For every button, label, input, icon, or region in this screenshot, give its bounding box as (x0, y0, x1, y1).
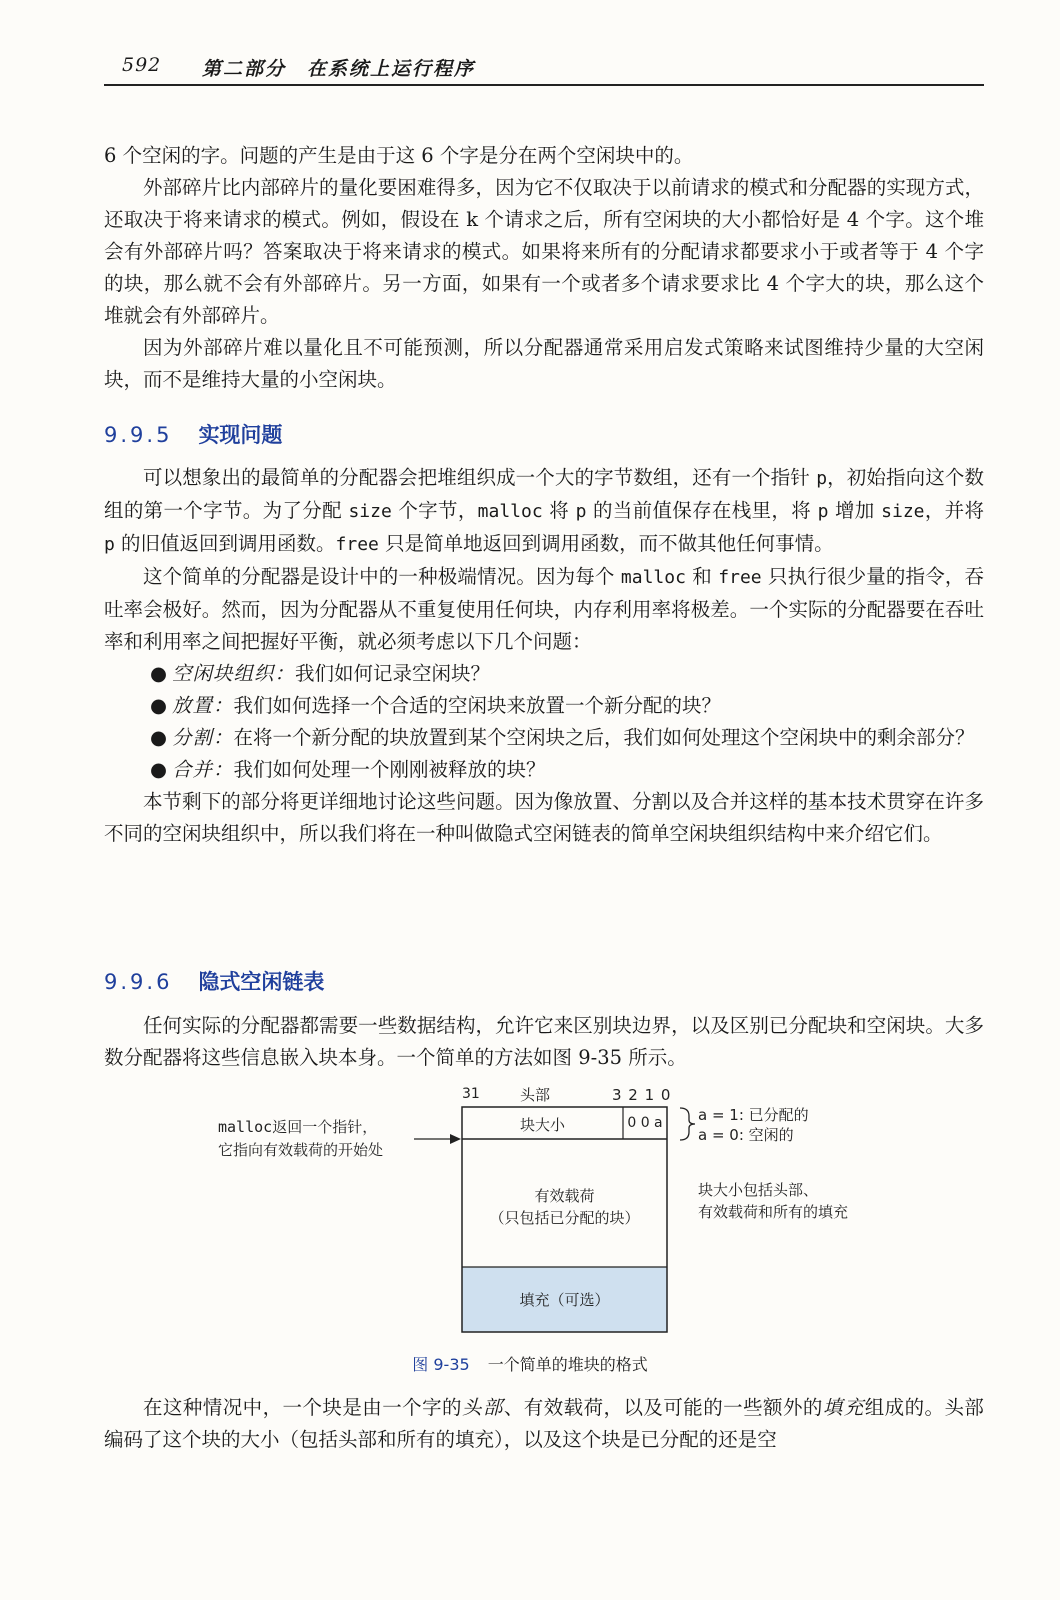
intro-paragraph-1: 6 个空闲的字。问题的产生是由于这 6 个字是分在两个空闲块中的。 (104, 144, 694, 167)
list-term: 合并： (172, 758, 234, 781)
section-9-9-5-paragraph-1: 可以想象出的最简单的分配器会把堆组织成一个大的字节数组，还有一个指针 p，初始指向这个数组的第一个字节。为了分配 size 个字节，malloc 将 p 的当前值保存在栈里，将 p 增加 size，并将 p 的旧值返回到调用函数。free 只是简单地返回到调用函数，而不做其他任何事情。 (104, 466, 984, 555)
bullet-icon: ● (150, 694, 168, 717)
closing-text (104, 1392, 984, 1456)
payload-label: 有效载荷 (534, 1187, 595, 1205)
list-text: 我们如何选择一个合适的空闲块来放置一个新分配的块？ (233, 694, 722, 717)
code-malloc: malloc (620, 567, 686, 588)
header-label: 头部 (520, 1086, 551, 1104)
payload-sublabel: （只包括已分配的块） (489, 1209, 640, 1227)
section-9-9-6-paragraph-1: 任何实际的分配器都需要一些数据结构，允许它来区别块边界，以及区别已分配块和空闲块。大多数分配器将这些信息嵌入块本身。一个简单的方法如图 9-35 所示。 (104, 1014, 984, 1069)
list-term: 分割： (172, 726, 234, 749)
closing-paragraph: 在这种情况中，一个块是由一个字的头部、有效载荷，以及可能的一些额外的填充组成的。头部编码了这个块的大小（包括头部和所有的填充），以及这个块是已分配的还是空 (104, 1396, 984, 1451)
malloc-note-line-2: 它指向有效载荷的开始处 (218, 1141, 384, 1159)
list-text: 在将一个新分配的块放置到某个空闲块之后，我们如何处理这个空闲块中的剩余部分？ (233, 726, 975, 749)
code-malloc: malloc (218, 1118, 273, 1136)
section-number: 9.9.5 (104, 423, 173, 447)
figure-number: 图 9-35 (412, 1355, 470, 1374)
bit-31-label: 31 (462, 1086, 480, 1102)
page-number: 592 (122, 54, 162, 76)
bullet-icon: ● (150, 758, 168, 781)
code-size: size (348, 501, 392, 522)
allocated-flag-note: a = 1: 已分配的 (698, 1106, 809, 1124)
code-free: free (718, 567, 762, 588)
figure-caption (0, 1352, 1060, 1375)
list-term: 放置： (172, 694, 234, 717)
flag-brace (680, 1108, 695, 1140)
code-p: p (817, 501, 829, 522)
code-p: p (575, 501, 587, 522)
list-term: 空闲块组织： (172, 662, 296, 685)
term-header: 头部 (462, 1396, 504, 1419)
block-size-field: 块大小 (519, 1116, 565, 1134)
section-title: 实现问题 (198, 423, 283, 447)
bullet-icon: ● (150, 726, 168, 749)
section-9-9-5-paragraph-2: 这个简单的分配器是设计中的一种极端情况。因为每个 malloc 和 free 只执行很少量的指令，吞吐率会极好。然而，因为分配器从不重复使用任何块，内存利用率将极差。一个实际的分配器要在吞吐率和利用率之间把握好平衡，就必须考虑以下几个问题： (104, 565, 984, 653)
section-9-9-5-paragraph-3: 本节剩下的部分将更详细地讨论这些问题。因为像放置、分割以及合并这样的基本技术贯穿在许多不同的空闲块组织中，所以我们将在一种叫做隐式空闲链表的简单空闲块组织结构中来介绍它们。 (104, 790, 984, 845)
code-malloc: malloc (477, 501, 543, 522)
padding-label: 填充（可选） (519, 1291, 610, 1309)
part-title: 第二部分 在系统上运行程序 (202, 58, 476, 80)
code-free: free (335, 534, 379, 555)
code-size: size (881, 501, 925, 522)
code-p: p (104, 534, 115, 555)
figure-caption-text: 一个简单的堆块的格式 (487, 1355, 648, 1374)
free-flag-note: a = 0: 空闲的 (698, 1126, 794, 1144)
code-p: p (816, 468, 828, 489)
list-text: 我们如何处理一个刚刚被释放的块？ (233, 758, 546, 781)
bit-low-labels: 3 2 1 0 (612, 1086, 672, 1104)
pointer-arrow-head (450, 1134, 461, 1144)
flag-bits-field: 0 0 a (627, 1115, 663, 1131)
bullet-icon: ● (150, 662, 168, 685)
block-size-note-line-2: 有效载荷和所有的填充 (698, 1203, 849, 1221)
intro-paragraph-2: 外部碎片比内部碎片的量化要困难得多，因为它不仅取决于以前请求的模式和分配器的实现方式，还取决于将来请求的模式。例如，假设在 k 个请求之后，所有空闲块的大小都恰好是 4 个字。这个堆会有外部碎片吗？答案取决于将来请求的模式。如果将来所有的分配请求都要求小于或者等于 4 个字的块，那么就不会有外部碎片。另一方面，如果有一个或者多个请求要求比 4 个字大的块，那么这个堆就会有外部碎片。 (104, 176, 984, 327)
malloc-note-line-1: malloc返回一个指针， (218, 1118, 378, 1136)
section-title: 隐式空闲链表 (198, 970, 325, 994)
term-padding: 填充 (822, 1396, 865, 1419)
block-size-note-line-1: 块大小包括头部、 (698, 1181, 819, 1199)
list-text: 我们如何记录空闲块？ (295, 662, 491, 685)
section-number: 9.9.6 (104, 970, 173, 994)
intro-paragraph-3: 因为外部碎片难以量化且不可能预测，所以分配器通常采用启发式策略来试图维持少量的大空闲块，而不是维持大量的小空闲块。 (104, 336, 984, 391)
